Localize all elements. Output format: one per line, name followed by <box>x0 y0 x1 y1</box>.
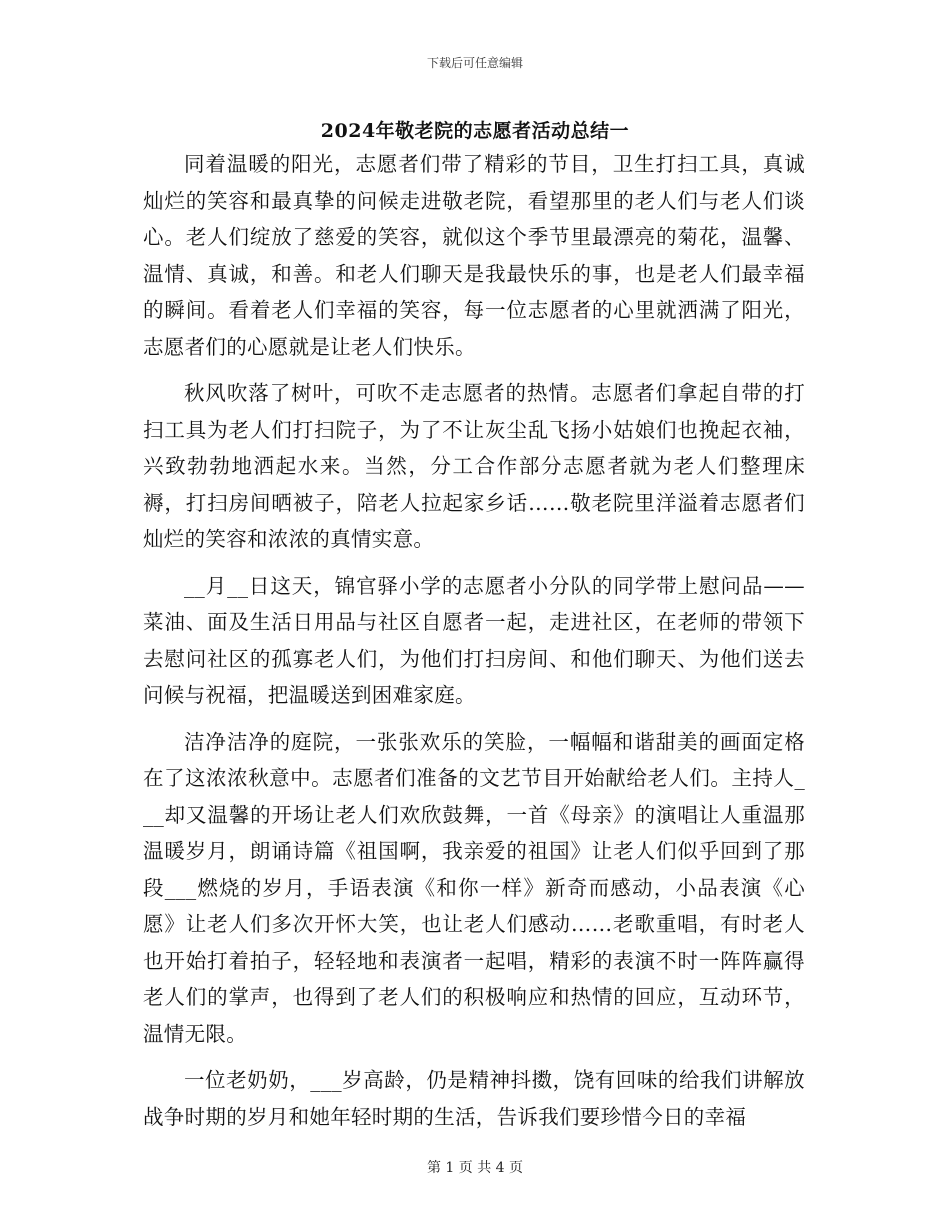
page-number-label: 第 1 页 共 4 页 <box>426 1160 524 1176</box>
download-edit-note: 下载后可任意编辑 <box>426 56 523 70</box>
paragraph-5: 一位老奶奶，___岁高龄，仍是精神抖擞，饶有回味的给我们讲解放战争时期的岁月和她年轻时期的生活，告诉我们要珍惜今日的幸福 <box>143 1068 805 1129</box>
paragraph-4: 洁净洁净的庭院，一张张欢乐的笑脸，一幅幅和谐甜美的画面定格在了这浓浓秋意中。志愿者们准备的文艺节目开始献给老人们。主持人___却又温馨的开场让老人们欢欣鼓舞，一首《母亲》的演唱让人重温那温暖岁月，朗诵诗篇《祖国啊，我亲爱的祖国》让老人们似乎回到了那段___燃烧的岁月，手语表演《和你一样》新奇而感动，小品表演《心愿》让老人们多次开怀大笑，也让老人们感动……老歌重唱，有时老人也开始打着拍子，轻轻地和表演者一起唱，精彩的表演不时一阵阵赢得老人们的掌声，也得到了老人们的积极响应和热情的回应，互动环节，温情无限。 <box>143 729 805 1046</box>
paragraph-3: __月__日这天，锦官驿小学的志愿者小分队的同学带上慰问品——菜油、面及生活日用品与社区自愿者一起，走进社区，在老师的带领下去慰问社区的孤寡老人们，为他们打扫房间、和他们聊天、为他们送去问候与祝福，把温暖送到困难家庭。 <box>143 573 805 707</box>
document-title: 2024年敬老院的志愿者活动总结一 <box>320 120 630 142</box>
paragraph-2: 秋风吹落了树叶，可吹不走志愿者的热情。志愿者们拿起自带的打扫工具为老人们打扫院子，为了不让灰尘乱飞扬小姑娘们也挽起衣袖，兴致勃勃地洒起水来。当然，分工合作部分志愿者就为老人们整理床褥，打扫房间晒被子，陪老人拉起家乡话……敬老院里洋溢着志愿者们灿烂的笑容和浓浓的真情实意。 <box>143 381 805 551</box>
document-body <box>143 146 805 1145</box>
paragraph-1: 同着温暖的阳光，志愿者们带了精彩的节目，卫生打扫工具，真诚灿烂的笑容和最真挚的问候走进敬老院，看望那里的老人们与老人们谈心。老人们绽放了慈爱的笑容，就似这个季节里最漂亮的菊花，温馨、温情、真诚，和善。和老人们聊天是我最快乐的事，也是老人们最幸福的瞬间。看着老人们幸福的笑容，每一位志愿者的心里就洒满了阳光，志愿者们的心愿就是让老人们快乐。 <box>143 152 805 359</box>
